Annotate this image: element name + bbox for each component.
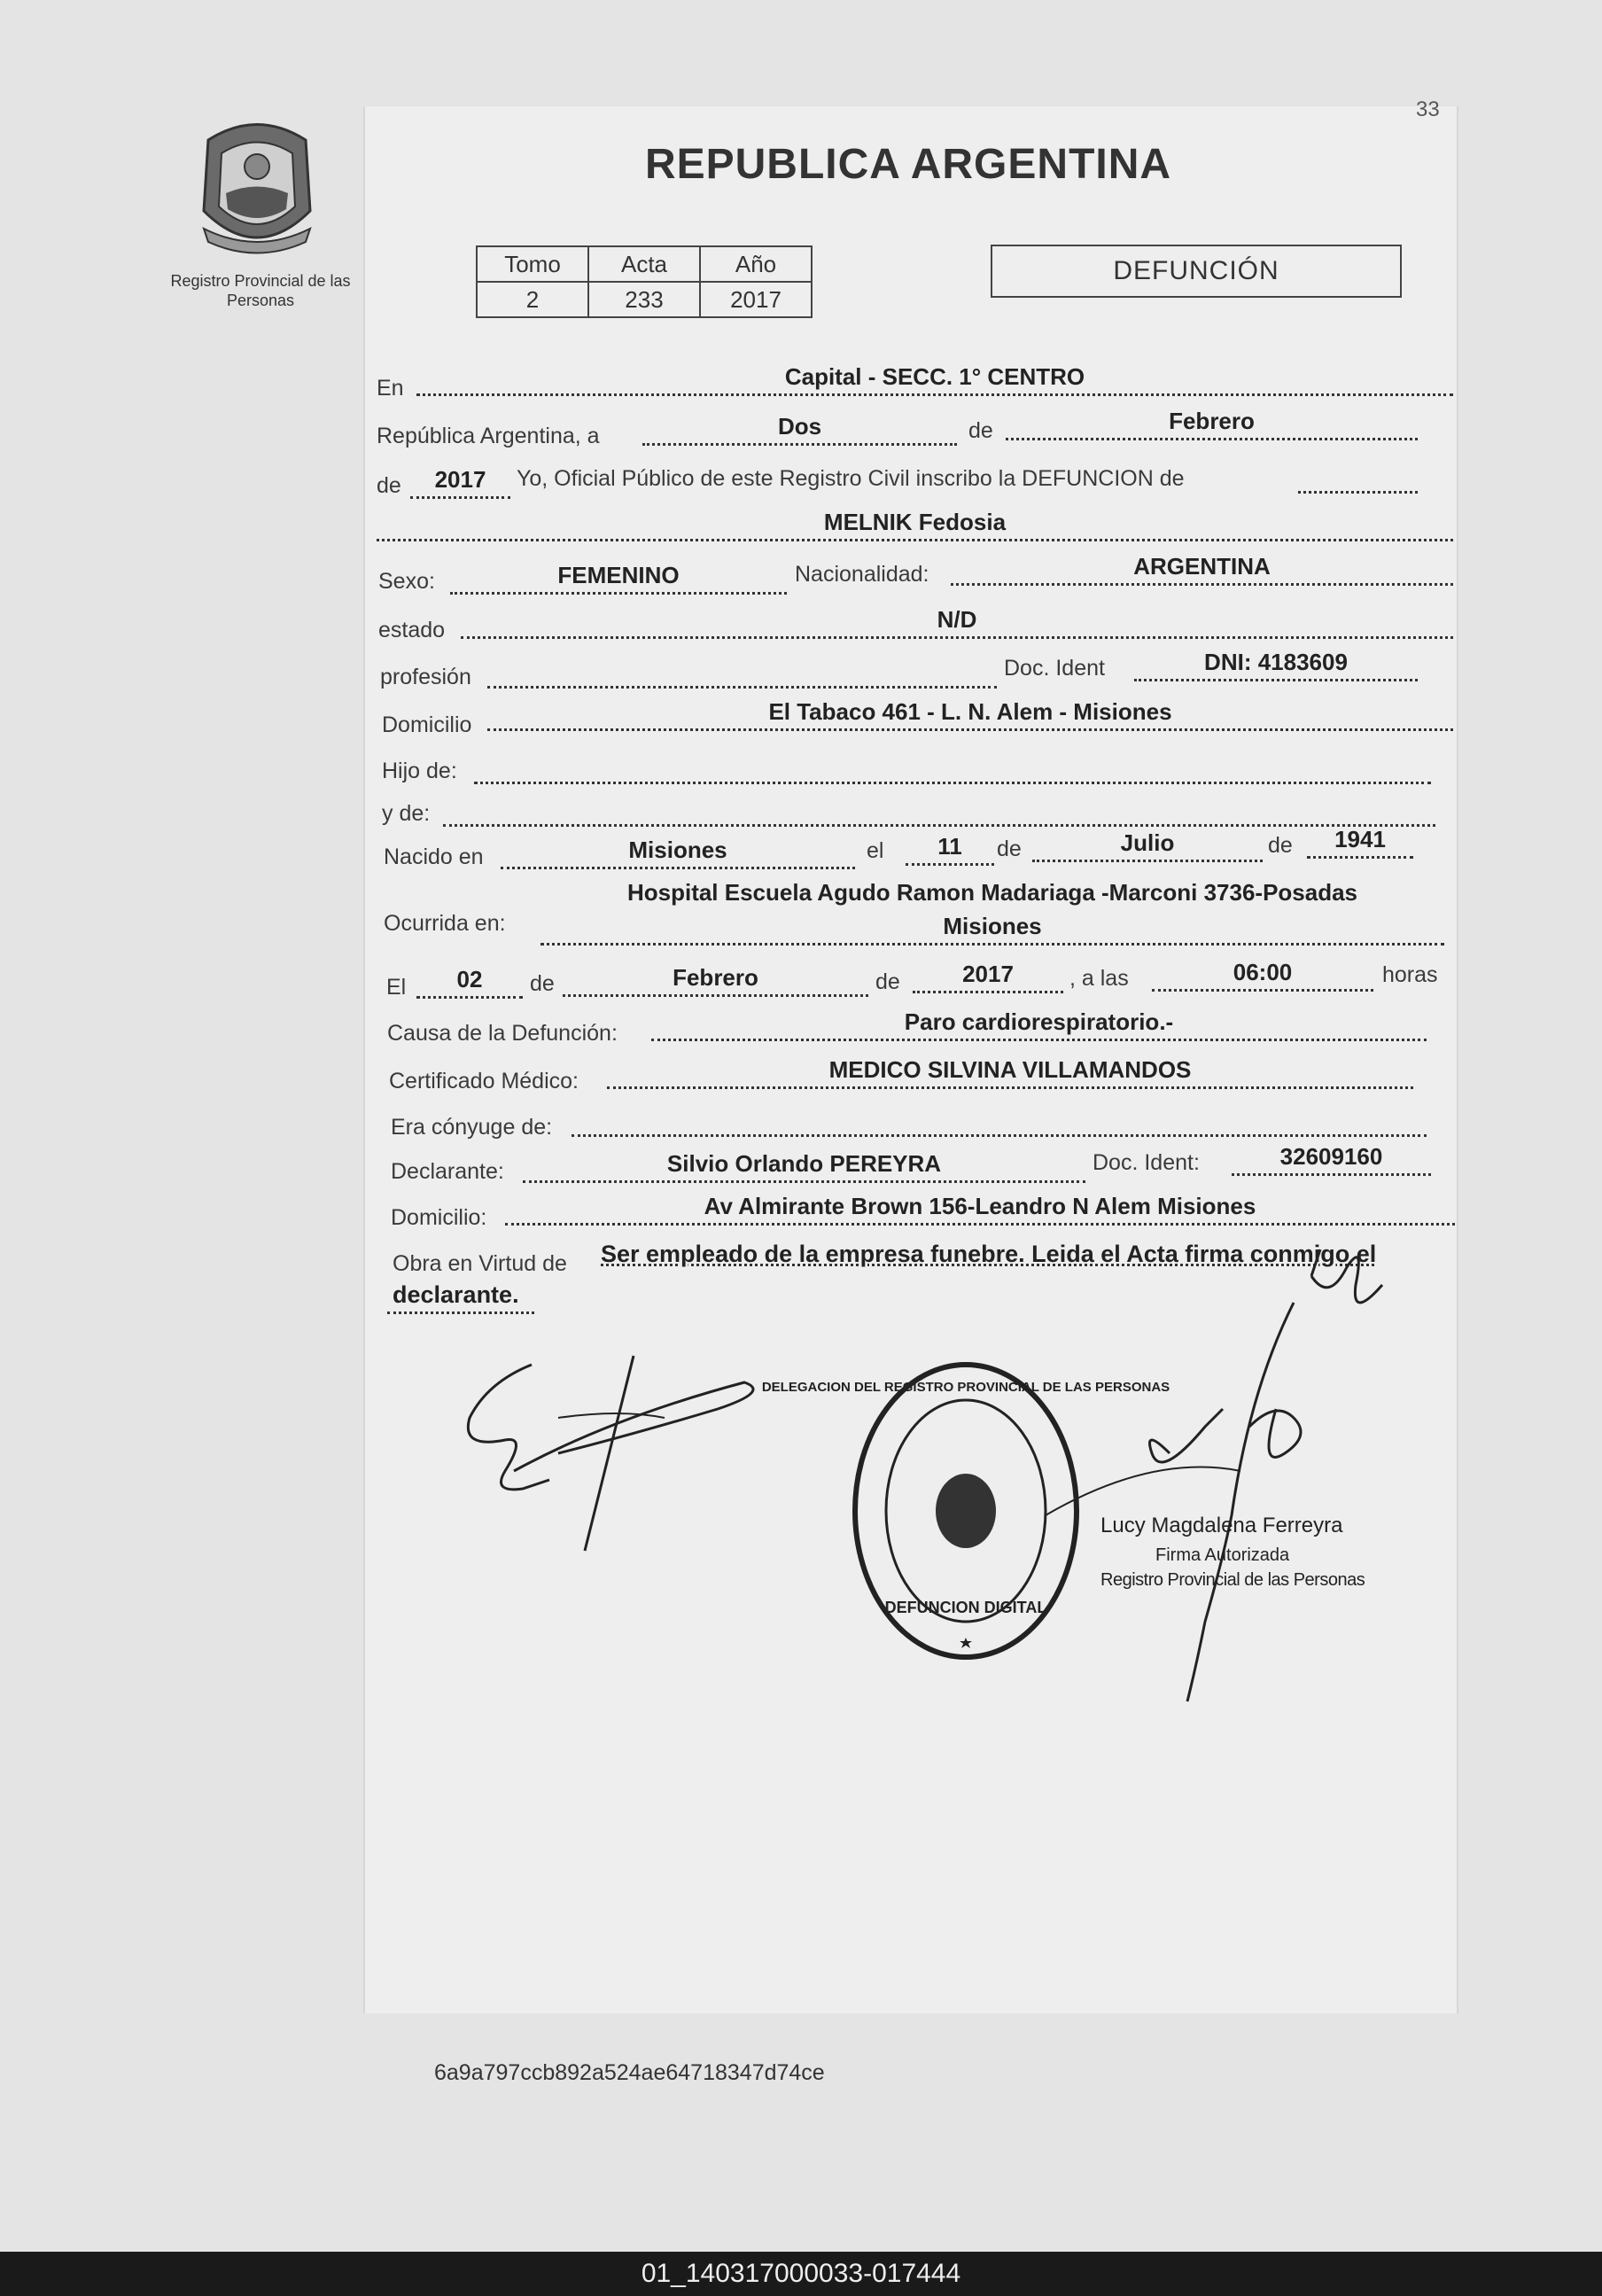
document-title: REPUBLICA ARGENTINA xyxy=(644,141,1172,188)
label-horas: horas xyxy=(1382,962,1438,987)
acta-header-tomo: Tomo xyxy=(477,246,588,282)
document-hash: 6a9a797ccb892a524ae64718347d74ce xyxy=(434,2060,825,2085)
label-ocurrida-en: Ocurrida en: xyxy=(384,911,506,936)
document-type: DEFUNCIÓN xyxy=(991,245,1402,298)
field-def-anio: 2017 xyxy=(913,961,1063,993)
field-ocurrida-en-line1: Hospital Escuela Agudo Ramon Madariaga -Marconi 3736-Posadas xyxy=(626,879,1358,906)
label-a-las: , a las xyxy=(1069,966,1129,991)
field-def-mes: Febrero xyxy=(563,964,868,997)
label-el-lower: el xyxy=(867,838,884,863)
field-declarante-domicilio: Av Almirante Brown 156-Leandro N Alem Misiones xyxy=(505,1193,1455,1226)
field-nacido-anio: 1941 xyxy=(1307,826,1413,859)
field-lugar: Capital - SECC. 1° CENTRO xyxy=(416,363,1453,396)
label-causa: Causa de la Defunción: xyxy=(387,1021,618,1046)
field-mes: Febrero xyxy=(1006,408,1418,440)
label-de-6: de xyxy=(875,969,900,994)
signatory-name: Lucy Magdalena Ferreyra xyxy=(1100,1514,1343,1537)
field-conyuge xyxy=(572,1104,1427,1137)
field-blank-after-yo xyxy=(1298,461,1418,494)
registry-name: Registro Provincial de las Personas xyxy=(170,272,351,309)
label-certificado: Certificado Médico: xyxy=(389,1069,579,1094)
field-def-hora: 06:00 xyxy=(1152,959,1373,992)
field-def-dia: 02 xyxy=(416,966,523,999)
field-y-de xyxy=(443,794,1435,827)
field-declarante-doc: 32609160 xyxy=(1232,1143,1431,1176)
field-domicilio: El Tabaco 461 - L. N. Alem - Misiones xyxy=(487,698,1453,731)
field-anio: 2017 xyxy=(410,466,510,499)
declarant-signature xyxy=(452,1338,771,1560)
label-yo-text: Yo, Oficial Público de este Registro Civil inscribo la DEFUNCION de xyxy=(517,466,1185,491)
field-ocurrida-en-line2: Misiones xyxy=(540,913,1444,946)
signatory-role: Firma Autorizada xyxy=(1155,1545,1290,1565)
official-signature xyxy=(1046,1249,1453,1710)
signatory-office: Registro Provincial de las Personas xyxy=(1100,1570,1365,1590)
field-hijo-de xyxy=(474,751,1431,784)
label-profesion: profesión xyxy=(380,665,471,689)
label-de-5: de xyxy=(530,971,555,996)
label-obra: Obra en Virtud de xyxy=(393,1251,567,1276)
label-y-de: y de: xyxy=(382,801,431,826)
acta-header-anio: Año xyxy=(700,246,812,282)
footer-id: 01_140317000033-017444 xyxy=(0,2252,1602,2296)
label-estado: estado xyxy=(378,618,446,642)
label-en: En xyxy=(377,376,404,401)
field-doc-ident: DNI: 4183609 xyxy=(1134,649,1418,681)
page-number: 33 xyxy=(1416,97,1440,121)
field-nacido-mes: Julio xyxy=(1032,829,1263,862)
acta-value-tomo: 2 xyxy=(477,282,588,317)
label-doc-ident-2: Doc. Ident: xyxy=(1093,1150,1200,1175)
acta-header-acta: Acta xyxy=(588,246,700,282)
field-profesion xyxy=(487,656,997,689)
field-causa: Paro cardiorespiratorio.- xyxy=(651,1008,1427,1041)
label-sexo: Sexo: xyxy=(378,569,435,594)
label-domicilio: Domicilio xyxy=(382,712,472,737)
acta-table xyxy=(476,245,813,318)
field-fallecido: MELNIK Fedosia xyxy=(377,509,1453,541)
label-de-2: de xyxy=(377,473,401,498)
label-de-3: de xyxy=(997,837,1022,861)
label-conyuge: Era cónyuge de: xyxy=(391,1115,553,1140)
label-declarante: Declarante: xyxy=(391,1159,504,1184)
label-republica: República Argentina, a xyxy=(377,424,600,448)
field-obra-line2: declarante. xyxy=(387,1281,534,1314)
label-nacionalidad: Nacionalidad: xyxy=(795,562,929,587)
label-nacido-en: Nacido en xyxy=(384,844,484,869)
field-nacido-en: Misiones xyxy=(501,837,855,869)
field-certificado: MEDICO SILVINA VILLAMANDOS xyxy=(607,1056,1413,1089)
province-seal-logo xyxy=(191,113,323,255)
label-domicilio-2: Domicilio: xyxy=(391,1205,487,1230)
stamp-ring-text: DELEGACION DEL REGISTRO PROVINCIAL DE LAS PERSONAS xyxy=(761,1380,1170,1395)
label-hijo-de: Hijo de: xyxy=(382,759,457,783)
field-nacionalidad: ARGENTINA xyxy=(951,553,1453,586)
label-doc-ident: Doc. Ident xyxy=(1004,656,1105,681)
field-dia: Dos xyxy=(642,413,957,446)
field-obra-line1: Ser empleado de la empresa funebre. Leida el Acta firma conmigo el xyxy=(601,1241,1377,1267)
field-sexo: FEMENINO xyxy=(450,562,787,595)
field-declarante: Silvio Orlando PEREYRA xyxy=(523,1150,1085,1183)
label-de-1: de xyxy=(968,418,993,443)
acta-value-acta: 233 xyxy=(588,282,700,317)
field-nacido-dia: 11 xyxy=(906,833,994,866)
acta-value-anio: 2017 xyxy=(700,282,812,317)
label-de-4: de xyxy=(1268,833,1293,858)
stamp-inner-text: DEFUNCION DIGITAL xyxy=(884,1599,1047,1616)
label-el: El xyxy=(386,975,407,1000)
field-estado: N/D xyxy=(461,606,1453,639)
